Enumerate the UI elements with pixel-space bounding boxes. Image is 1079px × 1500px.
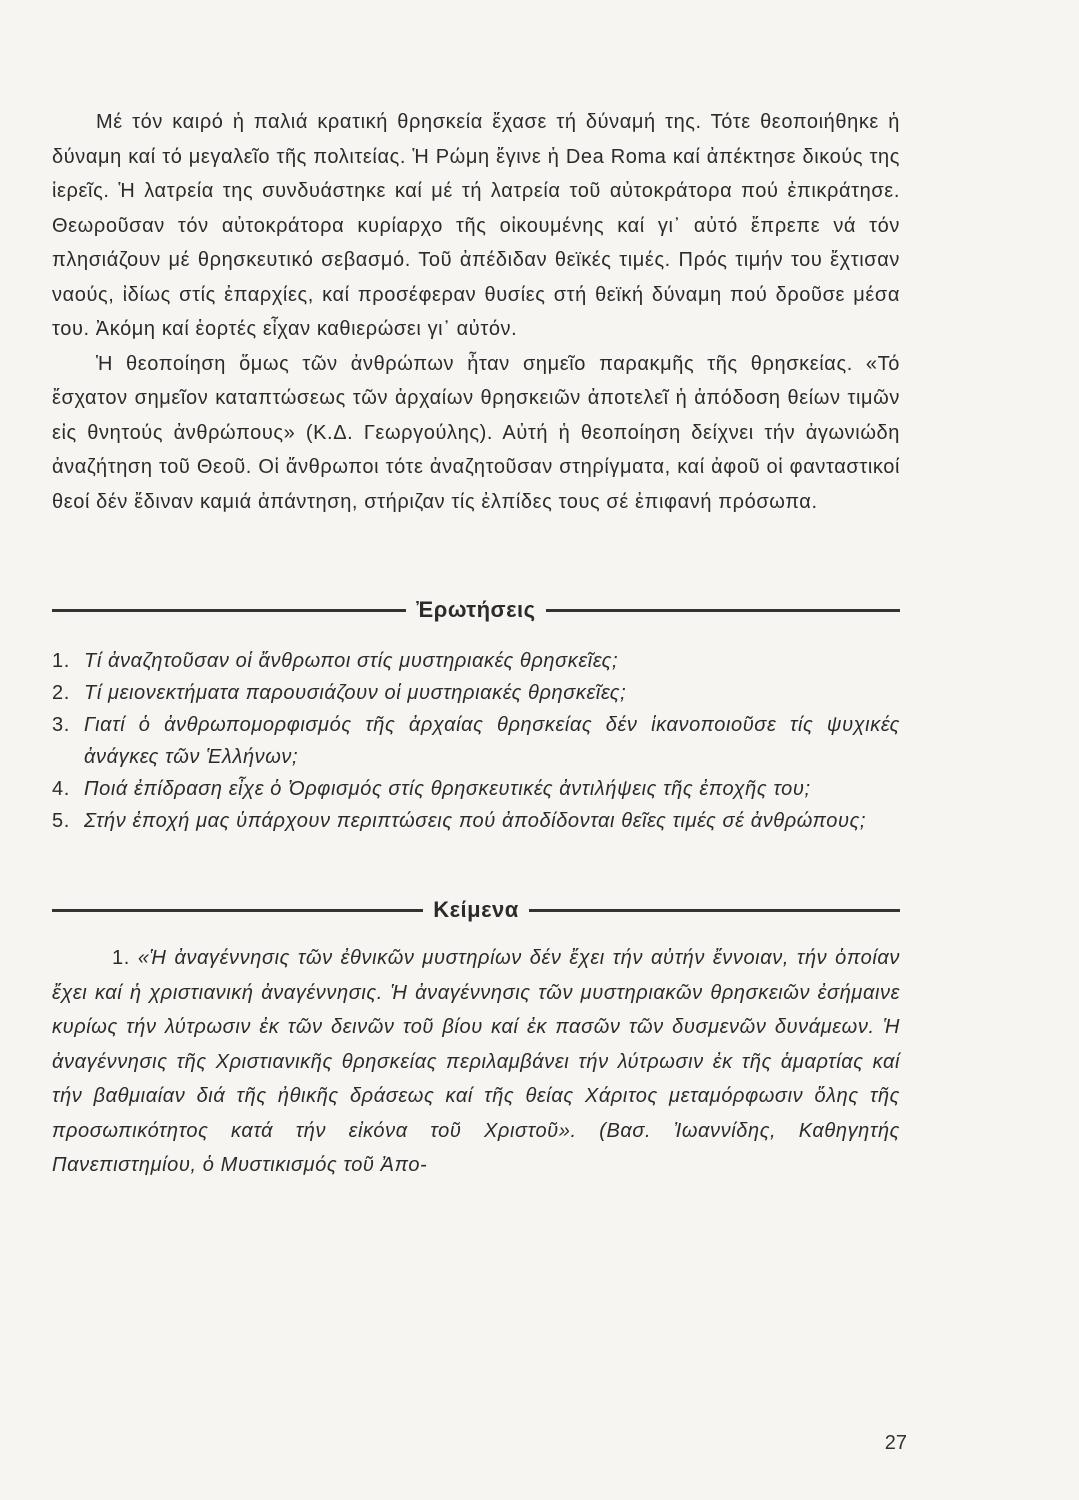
question-item (52, 677, 900, 709)
text-body: «Ἡ ἀναγέννησις τῶν ἐθνικῶν μυστηρίων δέν ἔχει τήν αὐτήν ἔννοιαν, τήν ὁποίαν ἔχει καί ἡ χριστιανική ἀναγέννησις. Ἡ ἀναγέννησις τῶν μυστηριακῶν θρησκειῶν ἐσήμαινε κυρίως τήν λύτρωσιν ἐκ τῶν δεινῶν τοῦ βίου καί ἐκ πασῶν τῶν δυσμενῶν δυνάμεων. Ἡ ἀναγέννησις τῆς Χριστιανικῆς θρησκείας περιλαμβάνει τήν λύτρωσιν ἐκ τῆς ἁμαρτίας καί τήν βαθμιαίαν διά τῆς ἠθικῆς δράσεως καί τῆς θείας Χάριτος μεταμόρφωσιν ὅλης τῆς προσωπικότητος κατά τήν εἰκόνα τοῦ Χριστοῦ». (Βασ. Ἰωαννίδης, Καθηγητής Πανεπιστημίου, ὁ Μυστικισμός τοῦ Ἀπο- (52, 947, 900, 1176)
questions-list (52, 645, 900, 837)
heading-rule-left (52, 909, 423, 912)
question-text: Τί ἀναζητοῦσαν οἱ ἄνθρωποι στίς μυστηριακές θρησκεῖες; (84, 650, 619, 672)
body-text (52, 105, 900, 519)
question-number: 3. (52, 714, 70, 736)
question-item (52, 805, 900, 837)
texts-heading (52, 897, 900, 923)
question-number: 4. (52, 778, 70, 800)
questions-title: Ἐρωτήσεις (416, 597, 536, 622)
question-number: 5. (52, 810, 70, 832)
page-content (52, 105, 900, 1183)
text-number: 1. (112, 947, 130, 969)
question-number: 2. (52, 682, 70, 704)
question-text: Στήν ἐποχή μας ὑπάρχουν περιπτώσεις πού ἀποδίδονται θεῖες τιμές σέ ἀνθρώπους; (84, 810, 867, 832)
question-number: 1. (52, 650, 70, 672)
text-excerpt (52, 941, 900, 1183)
question-text: Ποιά ἐπίδραση εἶχε ὁ Ὀρφισμός στίς θρησκευτικές ἀντιλήψεις τῆς ἐποχῆς του; (84, 778, 811, 800)
heading-rule-left (52, 609, 406, 612)
question-item (52, 773, 900, 805)
paragraph: Μέ τόν καιρό ἡ παλιά κρατική θρησκεία ἔχασε τή δύναμή της. Τότε θεοποιήθηκε ἡ δύναμη καί τό μεγαλεῖο τῆς πολιτείας. Ἡ Ρώμη ἔγινε ἡ Dea Roma καί ἀπέκτησε δικούς της ἱερεῖς. Ἡ λατρεία της συνδυάστηκε καί μέ τή λατρεία τοῦ αὐτοκράτορα πού ἐπικράτησε. Θεωροῦσαν τόν αὐτοκράτορα κυρίαρχο τῆς οἰκουμένης καί γι᾽ αὐτό ἔπρεπε νά τόν πλησιάζουν μέ θρησκευτικό σεβασμό. Τοῦ ἀπέδιδαν θεϊκές τιμές. Πρός τιμήν του ἔχτισαν ναούς, ἰδίως στίς ἐπαρχίες, καί προσέφεραν θυσίες στή θεϊκή δύναμη πού δροῦσε μέσα του. Ἀκόμη καί ἑορτές εἶχαν καθιερώσει γι᾽ αὐτόν. (52, 111, 900, 340)
question-item (52, 709, 900, 773)
question-item (52, 645, 900, 677)
question-text: Γιατί ὁ ἀνθρωπομορφισμός τῆς ἀρχαίας θρησκείας δέν ἱκανοποιοῦσε τίς ψυχικές ἀνάγκες τῶν Ἑλλήνων; (84, 714, 900, 768)
heading-rule-right (546, 609, 900, 612)
texts-title: Κείμενα (433, 897, 519, 922)
heading-rule-right (529, 909, 900, 912)
paragraph: Ἡ θεοποίηση ὅμως τῶν ἀνθρώπων ἦταν σημεῖο παρακμῆς τῆς θρησκείας. «Τό ἔσχατον σημεῖον καταπτώσεως τῶν ἀρχαίων θρησκειῶν ἀποτελεῖ ἡ ἀπόδοση θείων τιμῶν εἰς θνητούς ἀνθρώπους» (Κ.Δ. Γεωργούλης). Αὐτή ἡ θεοποίηση δείχνει τήν ἀγωνιώδη ἀναζήτηση τοῦ Θεοῦ. Οἱ ἄνθρωποι τότε ἀναζητοῦσαν στηρίγματα, καί ἀφοῦ οἱ φανταστικοί θεοί δέν ἔδιναν καμιά ἀπάντηση, στήριζαν τίς ἐλπίδες τους σέ ἐπιφανή πρόσωπα. (52, 352, 900, 513)
questions-heading (52, 597, 900, 623)
page-number: 27 (884, 1432, 907, 1454)
question-text: Τί μειονεκτήματα παρουσιάζουν οἱ μυστηριακές θρησκεῖες; (84, 682, 627, 704)
